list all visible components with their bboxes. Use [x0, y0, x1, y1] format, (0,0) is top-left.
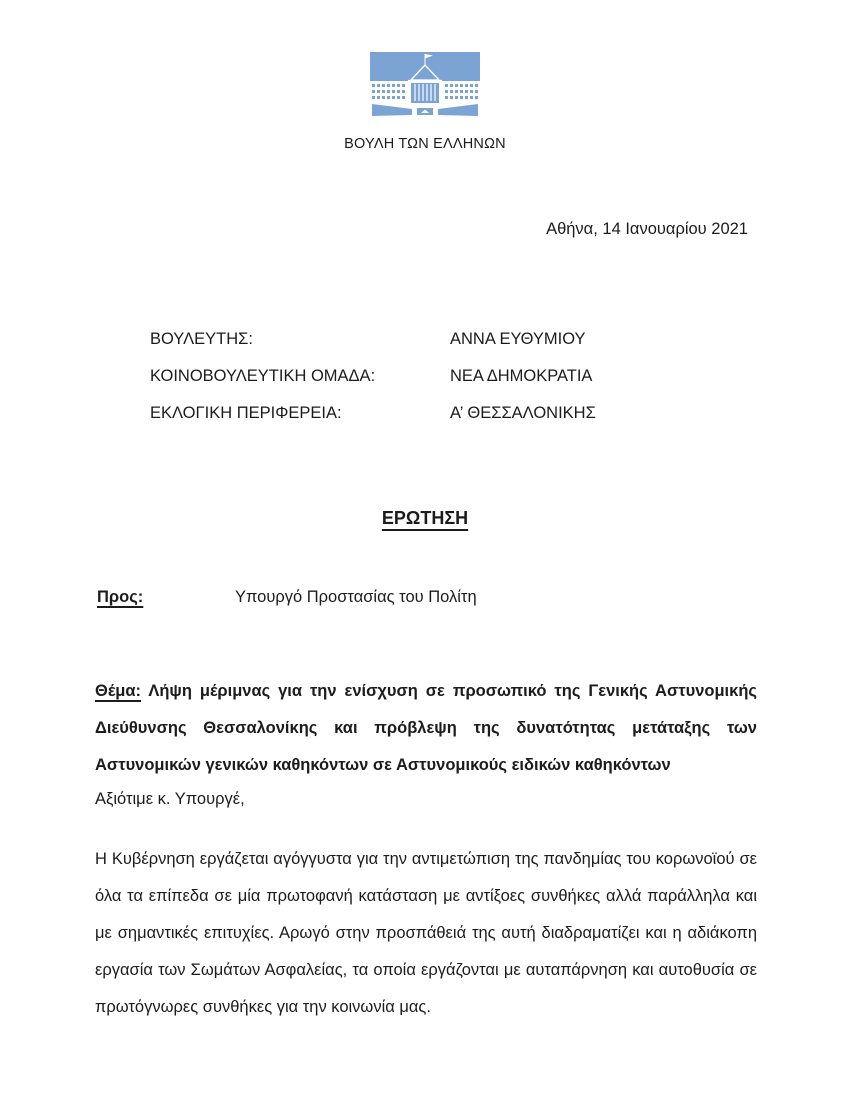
district-label: ΕΚΛΟΓΙΚΗ ΠΕΡΙΦΕΡΕΙΑ: [150, 404, 342, 422]
salutation: Αξιότιμε κ. Υπουργέ, [95, 790, 245, 808]
party-value: ΝΕΑ ΔΗΜΟΚΡΑΤΙΑ [450, 367, 593, 385]
question-title [0, 508, 850, 529]
subject-paragraph [95, 673, 757, 784]
mp-info-row-deputy [150, 330, 596, 349]
subject-text: Λήψη μέριμνας για την ενίσχυση σε προσωπικό της Γενικής Αστυνομικής Διεύθυνσης Θεσσαλονίκης και πρόβλεψη της δυνατότητας μετάταξης των Αστυνομικών γενικών καθηκόντων σε Αστυνομικούς ειδικών καθηκόντων [95, 681, 757, 774]
body-paragraph: Η Κυβέρνηση εργάζεται αγόγγυστα για την αντιμετώπιση της πανδημίας του κορωνοϊού σε όλα τα επίπεδα σε μία πρωτοφανή κατάσταση με αντίξοες συνθήκες αλλά παράλληλα και με σημαντικές επιτυχίες. Αρωγό στην προσπάθειά της αυτή διαδραματίζει και η αδιάκοπη εργασία των Σωμάτων Ασφαλείας, τα οποία εργάζονται με αυταπάρνηση και αυτοθυσία σε πρωτόγνωρες συνθήκες για την κοινωνία μας. [95, 849, 757, 1016]
recipient-label: Προς: [97, 588, 144, 606]
date-line: Αθήνα, 14 Ιανουαρίου 2021 [546, 220, 748, 238]
district-value: Α’ ΘΕΣΣΑΛΟΝΙΚΗΣ [450, 404, 596, 422]
question-title-text: ΕΡΩΤΗΣΗ [381, 508, 469, 528]
org-name: ΒΟΥΛΗ ΤΩΝ ΕΛΛΗΝΩΝ [344, 136, 506, 152]
recipient-value: Υπουργό Προστασίας του Πολίτη [235, 588, 477, 606]
mp-info-row-party [150, 367, 596, 386]
party-label: ΚΟΙΝΟΒΟΥΛΕΥΤΙΚΗ ΟΜΑΔΑ: [150, 367, 376, 385]
recipient-line [97, 588, 477, 607]
parliament-logo-icon [370, 52, 480, 116]
mp-info-block [150, 330, 596, 441]
deputy-value: ΑΝΝΑ ΕΥΘΥΜΙΟΥ [450, 330, 586, 348]
subject-label: Θέμα: [95, 681, 142, 700]
mp-info-row-district [150, 404, 596, 423]
deputy-label: ΒΟΥΛΕΥΤΗΣ: [150, 330, 253, 348]
